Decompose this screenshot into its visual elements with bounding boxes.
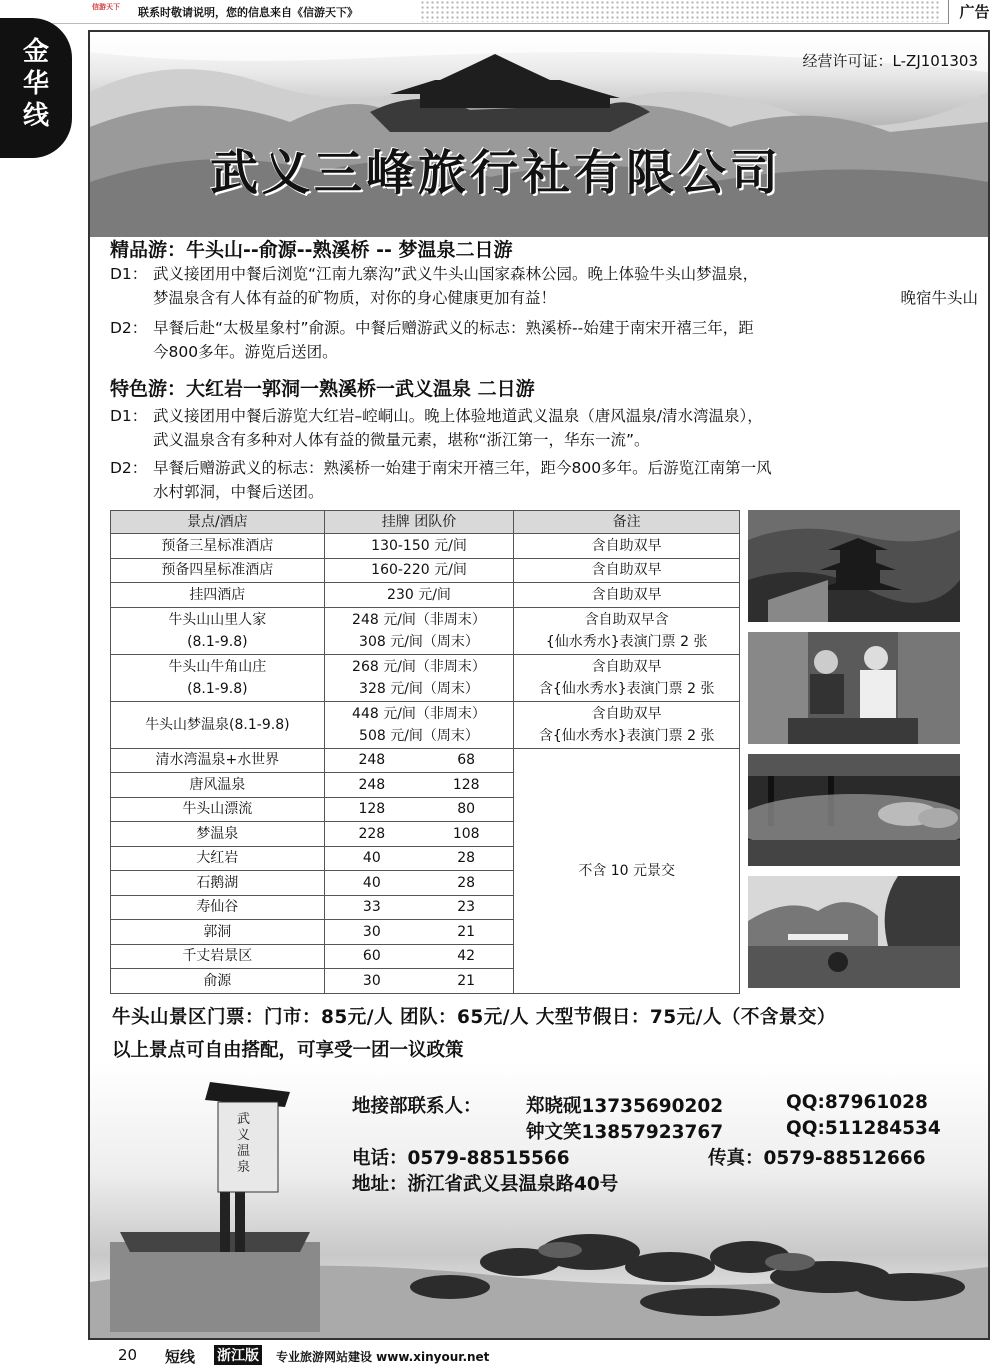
route-title-2: 特色游：大红岩一郭洞一熟溪桥一武义温泉 二日游 [110, 378, 535, 400]
spot-group-price: 128 [419, 773, 514, 798]
table-row [111, 583, 740, 608]
day-line-text: 梦温泉含有人体有益的矿物质，对你的身心健康更加有益！ [153, 289, 557, 307]
contact-person-1: 郑晓砚13735690202 [526, 1096, 724, 1117]
spot-name: 唐风温泉 [111, 773, 325, 798]
day-line: 早餐后赴“太极星象村”俞源。中餐后赠游武义的标志：熟溪桥--始建于南宋开禧三年，距 [153, 319, 754, 337]
day-line: 早餐后赠游武义的标志：熟溪桥一始建于南宋开禧三年，距今800多年。后游览江南第一风 [153, 459, 772, 477]
hotel-price-line: 448 元/间（非周末） [352, 705, 486, 722]
hotel-price-line: 130-150 元/间 [371, 537, 467, 554]
spot-list-price: 30 [324, 920, 419, 945]
table-row [111, 654, 740, 701]
price-table [110, 510, 740, 994]
ad-tag: 广告 [948, 0, 1000, 24]
hot-spring-pool-photo [748, 754, 960, 866]
hotel-note-line: 含自助双早含 [584, 611, 669, 628]
spot-name: 千丈岩景区 [111, 944, 325, 969]
company-name: 武义三峰旅行社有限公司 [210, 145, 783, 201]
hotel-name [111, 558, 325, 583]
day-line: 今800多年。游览后送团。 [153, 343, 338, 361]
spot-name: 清水湾温泉+水世界 [111, 748, 325, 773]
spot-list-price: 248 [324, 773, 419, 798]
spots-note: 不含 10 元景交 [514, 748, 740, 993]
spot-name: 梦温泉 [111, 822, 325, 847]
hotel-price-line: 160-220 元/间 [371, 562, 467, 579]
hotel-name [111, 654, 325, 701]
hotel-name-line: 预备四星标准酒店 [161, 562, 274, 579]
region-sidetab [0, 18, 72, 158]
section-name: 短线 [165, 1348, 196, 1366]
region-label: 金华线 [22, 37, 49, 131]
edition-badge: 浙江版 [214, 1345, 262, 1365]
spot-list-price: 248 [324, 748, 419, 773]
route-title-1: 精品游：牛头山--俞源--熟溪桥 -- 梦温泉二日游 [110, 239, 513, 261]
hotel-name [111, 607, 325, 654]
hotel-name-line: 挂四酒店 [189, 586, 246, 603]
spot-group-price: 68 [419, 748, 514, 773]
hotel-price-line: 248 元/间（非周末） [352, 611, 486, 628]
hotel-note [514, 701, 740, 748]
day-label: D2： [110, 459, 148, 477]
hotel-name [111, 701, 325, 748]
day-line [153, 286, 978, 310]
spot-list-price: 40 [324, 846, 419, 871]
spot-name: 寿仙谷 [111, 895, 325, 920]
contact-label: 地接部联系人： [352, 1096, 482, 1117]
top-bar [0, 0, 1000, 24]
day-label: D1： [110, 407, 148, 425]
spot-name: 俞源 [111, 969, 325, 994]
spot-list-price: 33 [324, 895, 419, 920]
header-spot: 景点/酒店 [111, 511, 325, 534]
day-line: 水村郭洞，中餐后送团。 [153, 483, 324, 501]
hotel-name-line: 牛头山牛角山庄 [168, 658, 267, 675]
hotel-price [324, 654, 514, 701]
table-header-row [111, 511, 740, 534]
ticket-prices: 牛头山景区门票：门市：85元/人 团队：65元/人 大型节假日：75元/人（不含景交） [112, 1007, 836, 1028]
hotel-name-line: 预备三星标准酒店 [161, 537, 274, 554]
day-line: 武义接团用中餐后浏览“江南九寨沟”武义牛头山国家森林公园。晚上体验牛头山梦温泉， [153, 265, 759, 283]
hotel-note-line: {仙水秀水}表演门票 2 张 [545, 633, 708, 650]
header-price: 挂牌 团队价 [324, 511, 514, 534]
infinity-pool-photo [748, 876, 960, 988]
hotel-price [324, 701, 514, 748]
hotel-name [111, 583, 325, 608]
day-label: D2： [110, 319, 148, 337]
hotel-note-line: 含{仙水秀水}表演门票 2 张 [538, 680, 715, 697]
spot-group-price: 21 [419, 920, 514, 945]
table-row [111, 534, 740, 559]
hotel-note [514, 583, 740, 608]
spot-name: 牛头山漂流 [111, 797, 325, 822]
table-row [111, 607, 740, 654]
spot-group-price: 80 [419, 797, 514, 822]
spot-group-price: 108 [419, 822, 514, 847]
spot-name: 石鹅湖 [111, 871, 325, 896]
hotel-price-line: 268 元/间（非周末） [352, 658, 486, 675]
table-row [111, 558, 740, 583]
hotel-note-line: 含{仙水秀水}表演门票 2 张 [538, 727, 715, 744]
hotel-price [324, 534, 514, 559]
table-row [111, 748, 740, 773]
hero-banner [90, 32, 988, 237]
hotel-price-line: 508 元/间（周末） [359, 727, 479, 744]
hotel-name [111, 534, 325, 559]
route1-day2 [110, 316, 980, 364]
spot-list-price: 128 [324, 797, 419, 822]
hotel-name-line: (8.1-9.8) [187, 680, 248, 697]
table-row [111, 701, 740, 748]
hotel-price [324, 607, 514, 654]
day-text [153, 262, 978, 310]
hotel-note [514, 558, 740, 583]
spot-group-price: 28 [419, 871, 514, 896]
spot-group-price: 23 [419, 895, 514, 920]
spot-group-price: 42 [419, 944, 514, 969]
hotel-price [324, 558, 514, 583]
contact-qq-1: QQ:87961028 [786, 1092, 928, 1113]
page-number: 20 [118, 1346, 138, 1364]
spot-name: 大红岩 [111, 846, 325, 871]
contact-person-2: 钟文笑13857923767 [526, 1122, 724, 1143]
spot-list-price: 228 [324, 822, 419, 847]
contact-phone: 电话：0579-88515566 [352, 1148, 570, 1169]
spot-list-price: 60 [324, 944, 419, 969]
sign-text: 武义温泉 [237, 1112, 251, 1175]
spot-list-price: 30 [324, 969, 419, 994]
hotel-note [514, 607, 740, 654]
route2-day2 [110, 456, 980, 504]
contact-fax: 传真：0579-88512666 [708, 1148, 926, 1169]
contact-address: 地址：浙江省武义县温泉路40号 [352, 1174, 619, 1195]
bottom-bar [0, 1344, 1000, 1366]
spot-name: 郭洞 [111, 920, 325, 945]
contact-qq-2: QQ:511284534 [786, 1118, 941, 1139]
hotel-note [514, 534, 740, 559]
hotel-note-line: 含自助双早 [591, 537, 662, 554]
route2-day1 [110, 404, 980, 452]
route1-day1 [110, 262, 980, 310]
hotel-price-line: 328 元/间（周末） [359, 680, 479, 697]
day-label: D1： [110, 265, 148, 283]
day-text [153, 316, 978, 364]
pavilion-photo [748, 510, 960, 622]
website-ad: 专业旅游网站建设 www.xinyour.net [276, 1350, 490, 1364]
publisher-logo: 信游天下 [92, 3, 120, 11]
dot-pattern [420, 0, 940, 22]
hotel-price [324, 583, 514, 608]
hotel-note-line: 含自助双早 [591, 586, 662, 603]
hotel-price-line: 308 元/间（周末） [359, 633, 479, 650]
hotel-name-line: 牛头山山里人家 [168, 611, 267, 628]
day-line: 武义温泉含有多种对人体有益的微量元素，堪称“浙江第一，华东一流”。 [153, 431, 650, 449]
spot-group-price: 28 [419, 846, 514, 871]
spot-list-price: 40 [324, 871, 419, 896]
license-number: 经营许可证：L-ZJ101303 [802, 52, 978, 70]
hotel-note-line: 含自助双早 [591, 562, 662, 579]
tourists-photo [748, 632, 960, 744]
hotel-note-line: 含自助双早 [591, 658, 662, 675]
day-text [153, 404, 978, 452]
hotel-note-line: 含自助双早 [591, 705, 662, 722]
source-notice: 联系时敬请说明，您的信息来自《信游天下》 [138, 6, 358, 19]
hotel-name-line: 牛头山梦温泉(8.1-9.8) [145, 716, 290, 733]
hotel-note [514, 654, 740, 701]
overnight-note: 晚宿牛头山 [900, 289, 978, 307]
policy-note: 以上景点可自由搭配，可享受一团一议政策 [112, 1040, 464, 1061]
day-line: 武义接团用中餐后游览大红岩–崆峒山。晚上体验地道武义温泉（唐风温泉/清水湾温泉）， [153, 407, 763, 425]
hotel-name-line: (8.1-9.8) [187, 633, 248, 650]
hotel-price-line: 230 元/间 [387, 586, 451, 603]
day-text [153, 456, 978, 504]
header-note: 备注 [514, 511, 740, 534]
spot-group-price: 21 [419, 969, 514, 994]
